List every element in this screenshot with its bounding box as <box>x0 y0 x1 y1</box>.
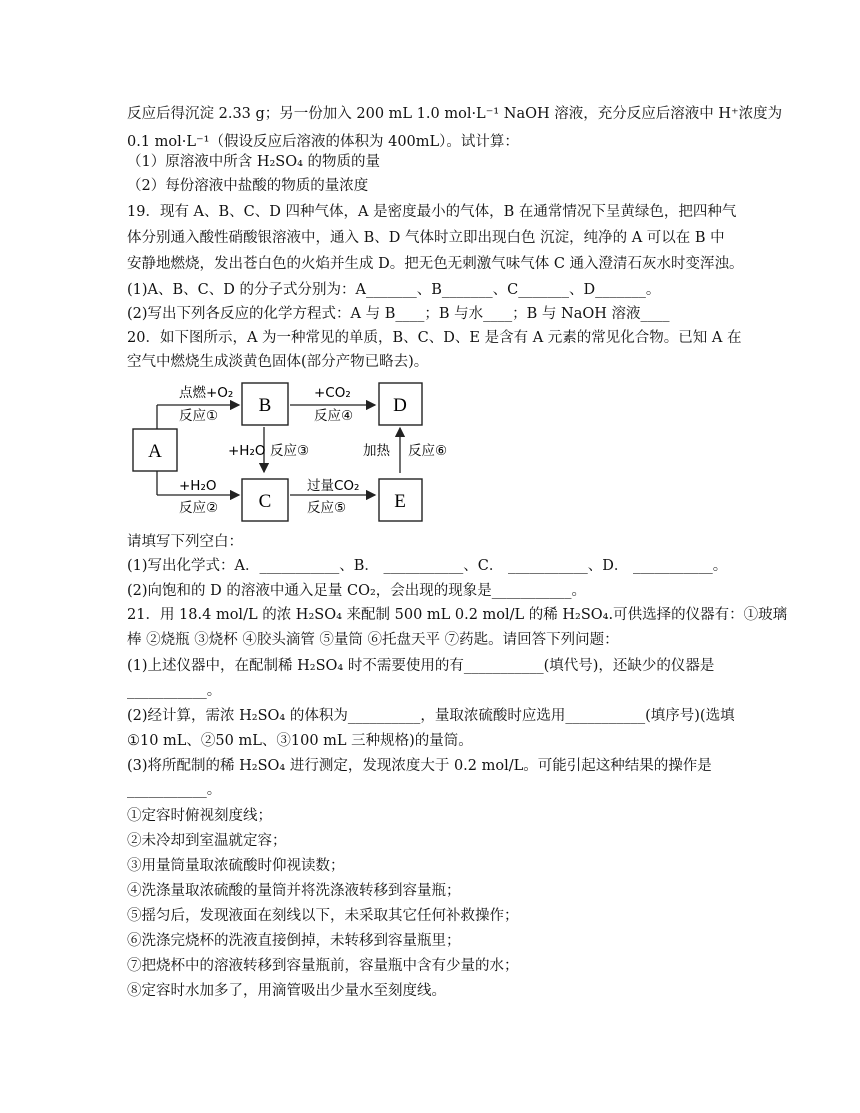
reaction-diagram <box>127 375 448 525</box>
label-bd-top: +CO₂ <box>314 385 351 401</box>
text-line: ___________。 <box>127 782 222 798</box>
option-item: ②未冷却到室温就定容； <box>127 833 287 849</box>
text-line: (2)写出下列各反应的化学方程式：A 与 B____；B 与水____；B 与 NaOH 溶液____ <box>127 306 670 322</box>
label-bc-right: 反应③ <box>270 443 310 459</box>
text-line: ①10 mL、②50 mL、③100 mL 三种规格)的量筒。 <box>127 733 473 749</box>
text-line: (2)向饱和的 D 的溶液中通入足量 CO₂，会出现的现象是___________。 <box>127 583 587 599</box>
text-line: 体分别通入酸性硝酸银溶液中，通入 B、D 气体时立即出现白色 沉淀，纯净的 A 可以在 B 中 <box>127 230 725 246</box>
option-item: ③用量筒量取浓硫酸时仰视读数； <box>127 858 345 874</box>
text-line: (1)A、B、C、D 的分子式分别为：A_______、B_______、C_______、D_______。 <box>127 282 661 298</box>
text-line: (2)经计算，需浓 H₂SO₄ 的体积为__________，量取浓硫酸时应选用___________(填序号)(选填 <box>127 708 735 724</box>
text-line: ___________。 <box>127 683 222 699</box>
option-item: ①定容时俯视刻度线； <box>127 808 272 824</box>
text-line: 0.1 mol·L⁻¹（假设反应后溶液的体积为 400mL）。试计算： <box>127 134 519 150</box>
option-item: ⑧定容时水加多了，用滴管吸出少量水至刻度线。 <box>127 983 446 999</box>
question-20: 20．如下图所示，A 为一种常见的单质，B、C、D、E 是含有 A 元素的常见化合物。已知 A 在 <box>127 330 742 346</box>
option-item: ④洗涤量取浓硫酸的量筒并将洗涤液转移到容量瓶； <box>127 883 461 899</box>
option-item: ⑦把烧杯中的溶液转移到容量瓶前，容量瓶中含有少量的水； <box>127 958 519 974</box>
node-e-label: E <box>394 491 406 512</box>
label-ce-top: 过量CO₂ <box>307 478 360 494</box>
option-item: ⑤摇匀后，发现液面在刻线以下，未采取其它任何补救操作； <box>127 908 519 924</box>
text-line: 安静地燃烧，发出苍白色的火焰并生成 D。把无色无刺激气味气体 C 通入澄清石灰水时变浑浊。 <box>127 256 744 272</box>
node-b-label: B <box>258 395 272 416</box>
text-line: 请填写下列空白： <box>127 534 243 550</box>
label-ed-right: 反应⑥ <box>408 443 448 459</box>
label-bd-bottom: 反应④ <box>314 408 354 424</box>
label-ed-left: 加热 <box>363 443 390 459</box>
text-line: (1)写出化学式：A．___________、B． ___________、C． ___________、D． ___________。 <box>127 558 728 574</box>
text-line: 反应后得沉淀 2.33 g；另一份加入 200 mL 1.0 mol·L⁻¹ NaOH 溶液，充分反应后溶液中 H⁺浓度为 <box>127 106 783 122</box>
text-line: 空气中燃烧生成淡黄色固体(部分产物已略去)。 <box>127 354 429 370</box>
label-ac-bottom: 反应② <box>179 500 219 516</box>
question-19: 19．现有 A、B、C、D 四种气体，A 是密度最小的气体，B 在通常情况下呈黄绿色，把四种气 <box>127 204 737 220</box>
text-line: (3)将所配制的稀 H₂SO₄ 进行测定，发现浓度大于 0.2 mol/L。可能引起这种结果的操作是 <box>127 758 712 774</box>
question-21: 21．用 18.4 mol/L 的浓 H₂SO₄ 来配制 500 mL 0.2 mol/L 的稀 H₂SO₄.可供选择的仪器有：①玻璃 <box>127 607 788 623</box>
option-item: ⑥洗涤完烧杯的洗液直接倒掉，未转移到容量瓶里； <box>127 933 461 949</box>
text-line: （2）每份溶液中盐酸的物质的量浓度 <box>127 178 369 194</box>
text-line: （1）原溶液中所含 H₂SO₄ 的物质的量 <box>127 154 381 170</box>
node-c-label: C <box>258 491 272 512</box>
text-line: (1)上述仪器中，在配制稀 H₂SO₄ 时不需要使用的有___________(填代号)，还缺少的仪器是 <box>127 658 715 674</box>
label-ce-bottom: 反应⑤ <box>307 500 347 516</box>
label-bc-left: +H₂O <box>228 443 266 459</box>
label-ab-top: 点燃+O₂ <box>179 385 234 401</box>
node-d-label: D <box>393 395 407 416</box>
label-ac-top: +H₂O <box>179 478 217 494</box>
node-a-label: A <box>148 441 162 462</box>
text-line: 棒 ②烧瓶 ③烧杯 ④胶头滴管 ⑤量筒 ⑥托盘天平 ⑦药匙。请回答下列问题： <box>127 632 619 648</box>
label-ab-bottom: 反应① <box>179 408 219 424</box>
